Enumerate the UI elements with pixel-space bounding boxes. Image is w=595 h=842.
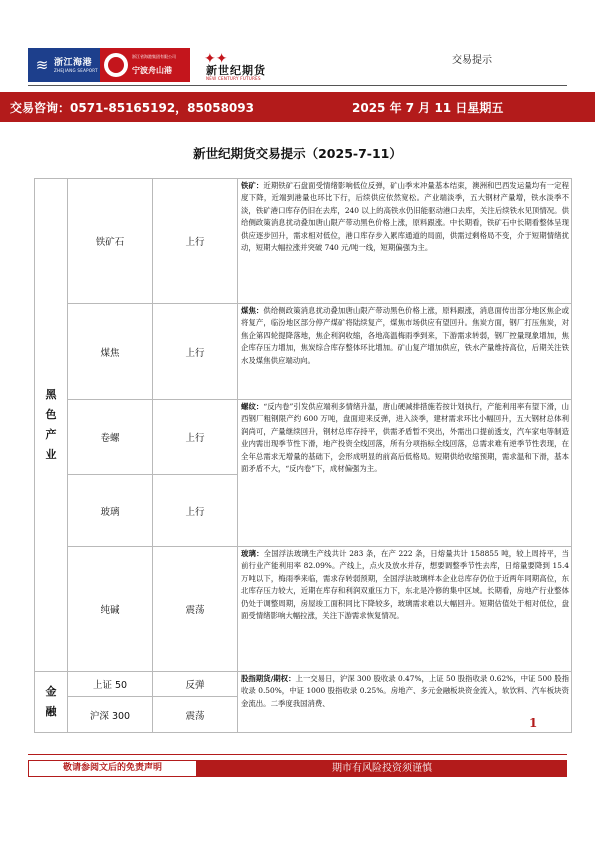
section-label-text: 黑 色 产 业 — [45, 388, 57, 461]
commentary-lead: 煤焦： — [241, 306, 264, 315]
commentary-text: 上一交易日，沪深 300 股收录 0.47%，上证 50 股指收录 0.62%，中证 500 股指收录 0.50%，中证 1000 股指收录 0.25%。房地产、多元金融板块资金流入，软饮料、汽车板块资金流出。二季度我国消费、 — [241, 674, 570, 708]
direction-cell: 震荡 — [153, 547, 238, 672]
document-type: 交易提示 — [452, 55, 492, 66]
section-label-finance — [35, 672, 68, 733]
new-century-futures-logo — [204, 48, 284, 82]
commentary-lead: 玻璃： — [241, 549, 264, 558]
commentary-cell — [238, 672, 572, 733]
commentary-text: 近期铁矿石盘面受情绪影响低位反弹，矿山季末冲量基本结束，澳洲和巴西发运量均有一定程度下降，近端到港量也环比下行，后续供应依然宽松。产业端淡季，五大钢材产量增，铁水淡季不淡，铁矿港口库存仍旧在去库，240 以上的高铁水仍旧能驱动港口去库，关注后续铁水见顶情况。供给侧政策消息扰动叠加唐山限产带动黑色价格上涨，原料跟涨。中长期看，铁矿石中长期看整体呈现供应逐步回升，需求相对低位，港口库存步入累库通道的局面，供需过剩格局不变，介于短期情绪扰动，短期大幅拉涨并突破 740 元/吨一线，短期偏强为主。 — [241, 181, 569, 253]
direction-cell: 上行 — [153, 179, 238, 304]
logo2-name: 宁波舟山港 — [132, 66, 172, 75]
commentary-cell — [238, 547, 572, 672]
logo3-en: NEW CENTURY FUTURES — [206, 76, 261, 81]
table-row — [35, 304, 572, 400]
direction-cell: 上行 — [153, 304, 238, 400]
wave-icon: ≋ — [35, 56, 49, 74]
direction-cell: 反弹 — [153, 672, 238, 697]
table-row — [35, 547, 572, 672]
section-label-black — [35, 179, 68, 672]
category-cell: 铁矿石 — [68, 179, 153, 304]
commentary-text: 供给侧政策消息扰动叠加唐山限产带动黑色价格上涨，原料跟涨，消息面传出部分地区焦企或将复产，临汾地区部分停产煤矿将陆续复产，煤焦市场供应有望回升。焦炭方面，钢厂打压焦炭，对焦企第四轮提降落地，焦企利润收缩，各地高温梅雨季到来，下游需求转弱，钢厂控量现象增加，焦企库存压力增加，焦炭综合库存整体环比增加。矿山复产增加供应，铁水产量维持高位，后期关注铁水及煤焦供应端动向。 — [241, 306, 569, 365]
category-cell: 煤焦 — [68, 304, 153, 400]
direction-cell: 震荡 — [153, 697, 238, 733]
contact-banner — [0, 92, 595, 122]
commentary-lead: 铁矿： — [241, 181, 264, 190]
direction-cell: 上行 — [153, 475, 238, 547]
logo3-name: 新世纪期货 — [206, 64, 266, 77]
commentary-cell — [238, 179, 572, 304]
header-divider — [28, 85, 567, 86]
logo1-en: ZHEJIANG SEAPORT — [54, 68, 98, 73]
category-cell: 纯碱 — [68, 547, 153, 672]
table-row — [35, 179, 572, 304]
commentary-text: 全国浮法玻璃生产线共计 283 条，在产 222 条，日熔量共计 158855 吨，较上周持平，当前行业产能利用率 82.09%。产线上，点火及放水并存，想要调整季节性去库，日熔量要降到 15.4 万吨以下，梅雨季来临，需求存转弱预期，全国浮法玻璃样本企业总库存仍位于近两年同期高位，东北库存压力较大，近期在库存和利润双重压力下，东北是冷修的集中区域。长期看，房地产行业整体仍处于调整周期，房屋竣工面积同比下降较多，玻璃需求难以大幅回升。短期估值处于相对低位，盘面受情绪影响大幅拉涨，关注下游需求恢复情况。 — [241, 549, 569, 621]
page-number: 1 — [529, 716, 538, 730]
commentary-cell — [238, 400, 572, 547]
risk-slogan: 期市有风险投资须谨慎 — [197, 760, 567, 777]
port-ring-inner — [108, 57, 124, 73]
category-cell: 卷螺 — [68, 400, 153, 475]
table-row — [35, 400, 572, 475]
category-cell: 玻璃 — [68, 475, 153, 547]
trading-tips-table — [34, 178, 572, 733]
commentary-cell — [238, 304, 572, 400]
disclaimer-note: 敬请参阅文后的免责声明 — [28, 760, 197, 777]
logo1-name: 浙江海港 — [54, 58, 93, 68]
section-label-text: 金 融 — [45, 685, 57, 718]
category-cell: 沪深 300 — [68, 697, 153, 733]
contact-info: 交易咨询：0571-85165192，85058093 — [10, 101, 254, 115]
commentary-lead: 股指期货/期权： — [241, 674, 296, 683]
logo2-top: 浙江省海港集团有限公司 — [132, 54, 176, 59]
report-date: 2025 年 7 月 11 日星期五 — [352, 101, 504, 115]
ningbo-port-logo — [100, 48, 190, 82]
commentary-lead: 螺纹： — [241, 402, 264, 411]
category-cell: 上证 50 — [68, 672, 153, 697]
commentary-text: “反内卷”引发供应端利多情绪升温，唐山硬减排措施若按计划执行，产能利用率有望下滑，山西钢厂粗钢限产约 600 万吨，盘面迎来反弹，进入淡季，建材需求环比小幅回升，五大钢材总体利润尚可，产量继续回升，钢材总库存持平，供需矛盾暂不突出，外需出口提前透支，汽车家电等制造业内需出现季节性下滑，地产投资全线回落，所有分项指标全线回落，总需求难有逆季节性表现，在全年总需求无增量的基础下，会形成明显的前高后低格局。短期供给收缩预期，需求温和下滑，基本面矛盾不大，“反内卷”下，成材偏强为主。 — [241, 402, 569, 474]
footer-divider — [28, 754, 567, 755]
table-row — [35, 672, 572, 697]
zhejiang-seaport-logo — [28, 48, 100, 82]
page-title: 新世纪期货交易提示（2025-7-11） — [193, 146, 402, 161]
direction-cell: 上行 — [153, 400, 238, 475]
star-icon: ✦✦ — [204, 51, 228, 67]
